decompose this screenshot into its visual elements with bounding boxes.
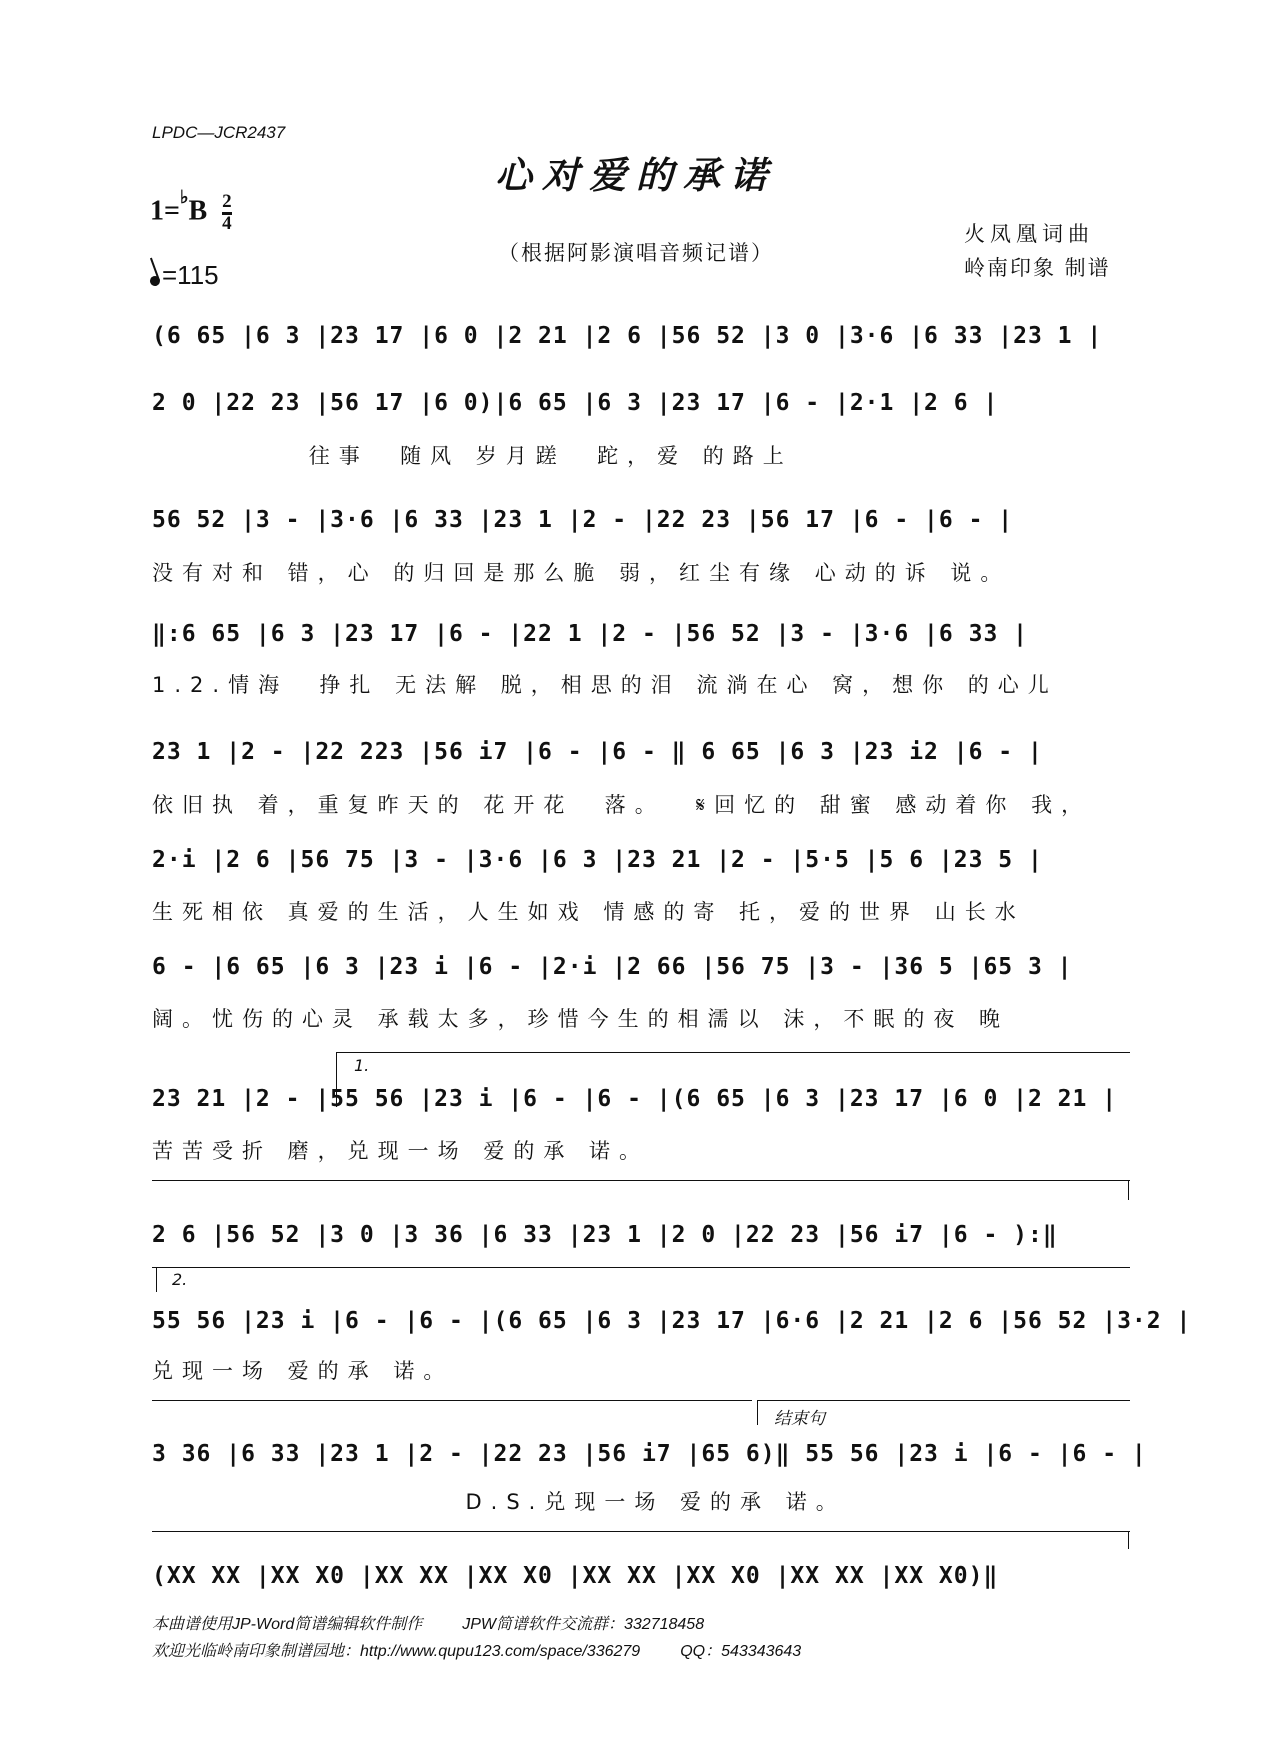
time-top: 2 [222,193,232,215]
footer-software: 本曲谱使用JP-Word简谱编辑软件制作 [152,1616,423,1633]
score-row: 23 21 |2 - |55 56 |23 i |6 - |6 - |(6 65 |6 3 |23 17 |6 0 |2 21 | [152,1086,1118,1112]
ending-label: 结束句 [774,1409,825,1429]
score-row: 2 0 |22 23 |56 17 |6 0)|6 65 |6 3 |23 17 |6 - |2·1 |2 6 | [152,390,999,416]
score-row: 2·i |2 6 |56 75 |3 - |3·6 |6 3 |23 21 |2 - |5·5 |5 6 |23 5 | [152,847,1043,873]
volta-2-left [156,1267,157,1292]
lyric-row: 生死相依 真爱的生活，人生如戏 情感的寄 托，爱的世界 山长水 [152,900,1025,924]
key-label: 1= [150,195,180,227]
score-row: 23 1 |2 - |22 223 |56 i7 |6 - |6 - ‖ 6 65 |6 3 |23 i2 |6 - | [152,739,1043,765]
score-row: (XX XX |XX X0 |XX XX |XX X0 |XX XX |XX X0 |XX XX |XX X0)‖ [152,1563,999,1589]
volta-1-end [1128,1180,1129,1200]
score-row: 3 36 |6 33 |23 1 |2 - |22 23 |56 i7 |65 6)‖ 55 56 |23 i |6 - |6 - | [152,1441,1147,1467]
volta-2-continue [152,1400,752,1401]
volta-2-label: 2. [172,1270,188,1289]
flat-symbol: ♭ [179,187,189,207]
lyric-row: 依旧执 着，重复昨天的 花开花 落。 𝄋回忆的 甜蜜 感动着你 我， [152,793,1092,817]
tempo-value: =115 [162,260,219,290]
key-note: B [188,195,208,227]
song-title: 心对爱的承诺 [495,153,777,197]
time-bottom: 4 [222,213,232,234]
credit-lyrics-music: 火凤凰词曲 [964,222,1094,246]
ending-left [757,1400,758,1425]
score-code: LPDC—JCR2437 [152,123,286,142]
score-row: 55 56 |23 i |6 - |6 - |(6 65 |6 3 |23 17 |6·6 |2 21 |2 6 |56 52 |3·2 | [152,1308,1192,1334]
footer-line-2 [152,1638,801,1661]
lyric-row: 阔。忧伤的心灵 承载太多，珍惜今生的相濡以 沫，不眠的夜 晚 [152,1007,1010,1031]
ending-line [757,1400,1130,1401]
lyric-row: 兑现一场 爱的承 诺。 [152,1359,454,1383]
quarter-note-icon [149,275,162,288]
volta-1-label: 1. [354,1056,370,1075]
subtitle: （根据阿影演唱音频记谱） [498,241,774,265]
outro-line [152,1531,1130,1532]
outro-end [1128,1531,1129,1549]
time-signature [222,193,232,233]
volta-1-continue [152,1180,1130,1181]
lyric-row: 苦苦受折 磨，兑现一场 爱的承 诺。 [152,1139,650,1163]
lyric-row: 往事 随风 岁月蹉 跎，爱 的路上 [152,444,793,468]
volta-2-line [152,1267,1130,1268]
lyric-row: D.S.兑现一场 爱的承 诺。 [152,1490,846,1514]
footer-group: JPW简谱软件交流群：332718458 [462,1616,705,1633]
credit-arranger: 岭南印象 制谱 [964,256,1111,280]
lyric-row: 没有对和 错，心 的归回是那么脆 弱，红尘有缘 心动的诉 说。 [152,561,1011,585]
footer-website: 欢迎光临岭南印象制谱园地：http://www.qupu123.com/space/336279 [152,1643,641,1660]
lyric-row: 1.2.情海 挣扎 无法解 脱，相思的泪 流淌在心 窝，想你 的心儿 [152,673,1058,697]
score-row: 56 52 |3 - |3·6 |6 33 |23 1 |2 - |22 23 |56 17 |6 - |6 - | [152,507,1014,533]
key-signature [150,187,232,234]
footer-line-1 [152,1611,704,1634]
volta-1-line [336,1052,1130,1053]
score-row: ‖:6 65 |6 3 |23 17 |6 - |22 1 |2 - |56 52 |3 - |3·6 |6 33 | [152,621,1028,647]
score-row: 6 - |6 65 |6 3 |23 i |6 - |2·i |2 66 |56 75 |3 - |36 5 |65 3 | [152,954,1073,980]
footer-qq: QQ：543343643 [680,1643,802,1660]
score-row: (6 65 |6 3 |23 17 |6 0 |2 21 |2 6 |56 52 |3 0 |3·6 |6 33 |23 1 | [152,323,1103,349]
score-row: 2 6 |56 52 |3 0 |3 36 |6 33 |23 1 |2 0 |22 23 |56 i7 |6 - ):‖ [152,1222,1058,1248]
